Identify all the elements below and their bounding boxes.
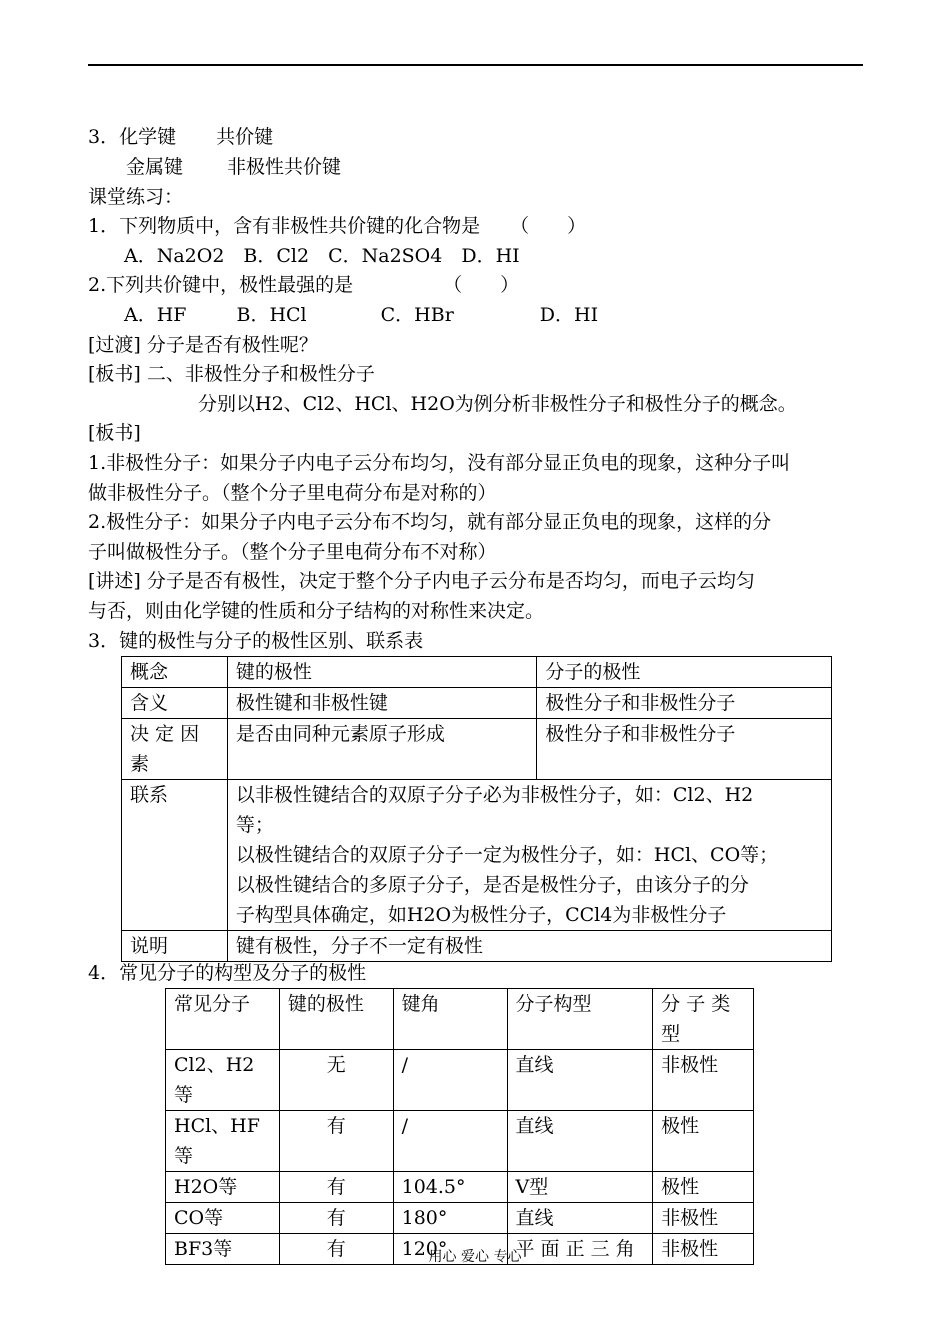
cell-line: 型	[661, 1023, 681, 1045]
text-line-9: [板书] 二、非极性分子和极性分子	[88, 363, 375, 385]
table-cell: 无	[279, 1050, 393, 1111]
table-cell: 180°	[393, 1203, 507, 1234]
table-cell: H2O等	[166, 1172, 280, 1203]
cell-line: 以极性键结合的多原子分子，是否是极性分子，由该分子的分	[235, 874, 749, 896]
table-cell: 直线	[507, 1203, 653, 1234]
table-cell: 非极性	[653, 1234, 754, 1265]
table-cell	[227, 780, 831, 931]
table-cell: 104.5°	[393, 1172, 507, 1203]
table-cell	[122, 719, 228, 780]
table-cell: 有	[279, 1111, 393, 1172]
table-cell: 平 面 正 三 角	[507, 1234, 653, 1265]
table-cell: 键的极性	[227, 657, 537, 688]
table-cell: 极性分子和非极性分子	[537, 719, 832, 780]
cell-line: 素	[130, 753, 150, 775]
question-2-options: A．HF B．HCl C．HBr D．HI	[124, 304, 599, 326]
text-line-18: 3．键的极性与分子的极性区别、联系表	[88, 630, 424, 652]
table-row	[122, 719, 832, 780]
table-row	[166, 989, 754, 1050]
table-cell: 概念	[122, 657, 228, 688]
table-cell: 含义	[122, 688, 228, 719]
table-cell: 分子的极性	[537, 657, 832, 688]
text-line-17: 与否，则由化学键的性质和分子结构的对称性来决定。	[88, 600, 545, 622]
table-row	[122, 688, 832, 719]
table-cell: 有	[279, 1172, 393, 1203]
page-footer: 用心 爱心 专心	[428, 1249, 522, 1265]
table-cell: 有	[279, 1234, 393, 1265]
table-cell: 极性键和非极性键	[227, 688, 537, 719]
question-1-options: A．Na2O2 B．Cl2 C．Na2SO4 D．HI	[124, 245, 520, 267]
table-cell: 极性分子和非极性分子	[537, 688, 832, 719]
question-1: 1．下列物质中，含有非极性共价键的化合物是 （ ）	[88, 215, 587, 237]
table-cell: /	[393, 1050, 507, 1111]
text-line-3: 课堂练习：	[88, 186, 184, 208]
molecule-structure-table	[165, 988, 754, 1265]
table-cell: 分子构型	[507, 989, 653, 1050]
table-cell: 有	[279, 1203, 393, 1234]
table-cell: 键角	[393, 989, 507, 1050]
table-cell: 极性	[653, 1111, 754, 1172]
table-cell: 120°	[393, 1234, 507, 1265]
table-cell: 直线	[507, 1050, 653, 1111]
text-line-10: 分别以H2、Cl2、HCl、H2O为例分析非极性分子和极性分子的概念。	[198, 393, 797, 415]
table-cell: 非极性	[653, 1203, 754, 1234]
cell-line: 等；	[235, 814, 274, 836]
text-line-13: 做非极性分子。（整个分子里电荷分布是对称的）	[88, 482, 497, 504]
table-cell: 常见分子	[166, 989, 280, 1050]
table-row	[122, 931, 832, 962]
cell-line: 子构型具体确定，如H2O为极性分子，CCl4为非极性分子	[235, 904, 727, 926]
text-line-14: 2.极性分子：如果分子内电子云分布不均匀，就有部分显正负电的现象，这样的分	[88, 511, 772, 533]
text-line-11: [板书]	[88, 422, 141, 444]
text-line-16: [讲述] 分子是否有极性，决定于整个分子内电子云分布是否均匀，而电子云均匀	[88, 570, 755, 592]
table-cell: HCl、HF等	[166, 1111, 280, 1172]
table-cell: 极性	[653, 1172, 754, 1203]
table-cell: 是否由同种元素原子形成	[227, 719, 537, 780]
table-row	[122, 780, 832, 931]
table-cell: 联系	[122, 780, 228, 931]
table-cell: 直线	[507, 1111, 653, 1172]
table-row	[166, 1172, 754, 1203]
cell-line: 分 子 类	[661, 993, 731, 1015]
text-line-1: 3．化学键 共价键	[88, 126, 274, 148]
table-row	[122, 657, 832, 688]
question-2: 2.下列共价键中，极性最强的是 （ ）	[88, 274, 520, 296]
table-cell: Cl2、H2等	[166, 1050, 280, 1111]
text-line-12: 1.非极性分子：如果分子内电子云分布均匀，没有部分显正负电的现象，这种分子叫	[88, 452, 791, 474]
table-cell: 非极性	[653, 1050, 754, 1111]
header-rule	[88, 64, 863, 66]
polarity-comparison-table	[121, 656, 832, 962]
table-row	[166, 1050, 754, 1111]
cell-line: 决 定 因	[130, 723, 200, 745]
table-cell: V型	[507, 1172, 653, 1203]
table-cell: 键有极性，分子不一定有极性	[227, 931, 831, 962]
table-cell: BF3等	[166, 1234, 280, 1265]
table-cell: CO等	[166, 1203, 280, 1234]
table-row	[166, 1203, 754, 1234]
cell-line: 以极性键结合的双原子分子一定为极性分子，如：HCl、CO等；	[235, 844, 779, 866]
cell-line: 以非极性键结合的双原子分子必为非极性分子，如：Cl2、H2	[235, 784, 754, 806]
table-cell	[653, 989, 754, 1050]
table-cell: 说明	[122, 931, 228, 962]
text-line-15: 子叫做极性分子。（整个分子里电荷分布不对称）	[88, 541, 497, 563]
table-row	[166, 1111, 754, 1172]
table-cell: /	[393, 1111, 507, 1172]
table-cell: 键的极性	[279, 989, 393, 1050]
text-line-2: 金属键 非极性共价键	[126, 156, 342, 178]
text-line-19: 4．常见分子的构型及分子的极性	[88, 962, 367, 984]
text-line-8: [过渡] 分子是否有极性呢？	[88, 334, 318, 356]
